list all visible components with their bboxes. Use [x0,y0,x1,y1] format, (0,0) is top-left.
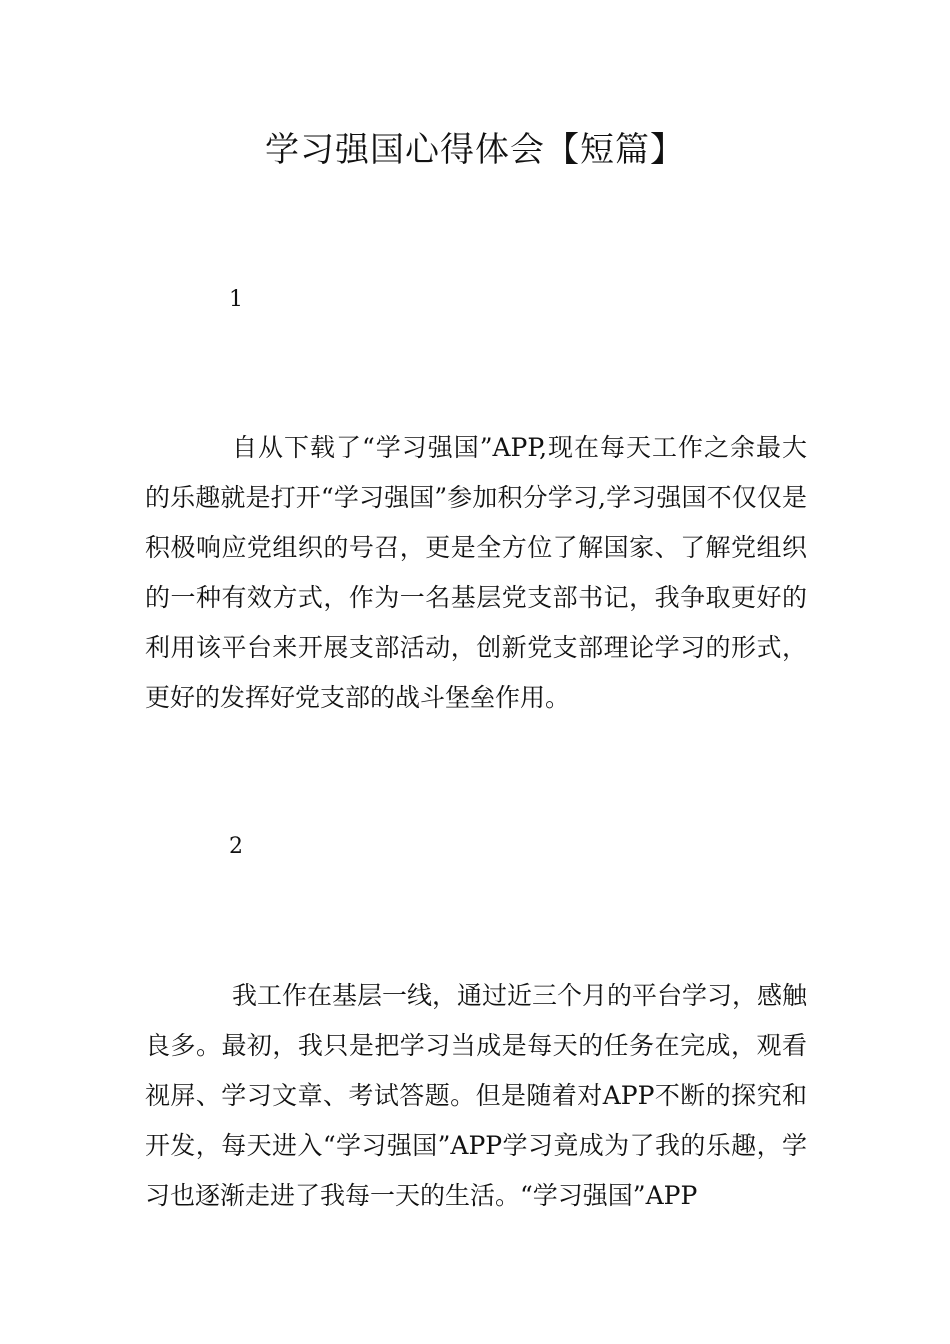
document-title: 学习强国心得体会【短篇】 [265,130,685,170]
section-number-1: 1 [229,287,243,312]
section-paragraph-1: 自从下载了“学习强国”APP,现在每天工作之余最大的乐趣就是打开“学习强国”参加积分学习,学习强国不仅仅是积极响应党组织的号召，更是全方位了解国家、了解党组织的一种有效方式，作为一名基层党支部书记，我争取更好的利用该平台来开展支部活动，创新党支部理论学习的形式，更好的发挥好党支部的战斗堡垒作用。 [145,433,807,712]
section-paragraph-2: 我工作在基层一线，通过近三个月的平台学习，感触良多。最初，我只是把学习当成是每天的任务在完成，观看视屏、学习文章、考试答题。但是随着对APP不断的探究和开发，每天进入“学习强国”APP学习竟成为了我的乐趣，学习也逐渐走进了我每一天的生活。“学习强国”APP [145,981,808,1210]
section-number-2: 2 [229,834,243,859]
